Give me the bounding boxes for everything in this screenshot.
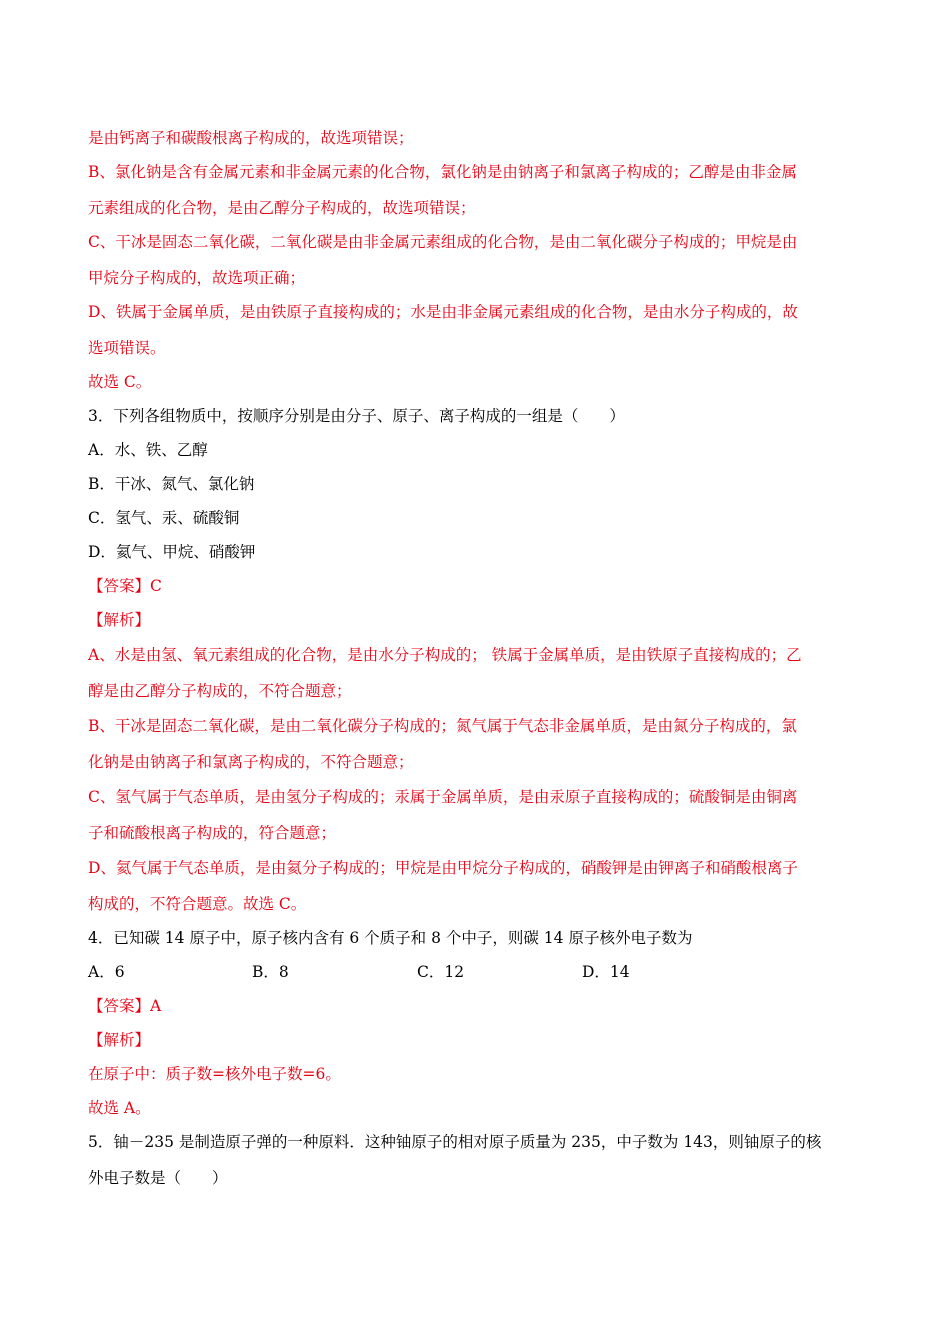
q3-analysis-a-line2: 醇是由乙醇分子构成的，不符合题意；: [88, 682, 352, 700]
q3-analysis-label: 【解析】: [88, 611, 151, 629]
q4-option-a: A．6: [88, 963, 125, 981]
q4-option-d: D．14: [582, 963, 630, 981]
q3-option-d: D．氦气、甲烷、硝酸钾: [88, 543, 256, 561]
q3-analysis-b-line1: B、干冰是固态二氧化碳，是由二氧化碳分子构成的；氮气属于气态非金属单质，是由氮分子构成的，氯: [88, 717, 797, 735]
q5-stem-line1: 5．铀－235 是制造原子弹的一种原料．这种铀原子的相对原子质量为 235，中子数为 143，则铀原子的核: [88, 1133, 822, 1151]
q5-stem-line2: 外电子数是（ ）: [88, 1169, 228, 1187]
q4-analysis-line1: 在原子中：质子数=核外电子数=6。: [88, 1065, 341, 1083]
q2-explanation-a-cont: 是由钙离子和碳酸根离子构成的，故选项错误；: [88, 129, 414, 147]
q3-stem: 3．下列各组物质中，按顺序分别是由分子、原子、离子构成的一组是（ ）: [88, 407, 625, 425]
q4-stem: 4．已知碳 14 原子中，原子核内含有 6 个质子和 8 个中子，则碳 14 原子核外电子数为: [88, 929, 693, 947]
q3-answer: 【答案】C: [88, 577, 162, 595]
q2-explanation-d-line1: D、铁属于金属单质，是由铁原子直接构成的；水是由非金属元素组成的化合物，是由水分子构成的，故: [88, 303, 798, 321]
q3-analysis-c-line2: 子和硫酸根离子构成的，符合题意；: [88, 824, 337, 842]
q2-explanation-b-line2: 元素组成的化合物，是由乙醇分子构成的，故选项错误；: [88, 199, 476, 217]
q2-explanation-c-line2: 甲烷分子构成的，故选项正确；: [88, 269, 306, 287]
q3-analysis-c-line1: C、氢气属于气态单质，是由氢分子构成的；汞属于金属单质，是由汞原子直接构成的；硫酸铜是由铜离: [88, 788, 798, 806]
q3-analysis-a-line1: A、水是由氢、氧元素组成的化合物，是由水分子构成的； 铁属于金属单质，是由铁原子直接构成的；乙: [88, 646, 802, 664]
q4-option-c: C．12: [417, 963, 465, 981]
q2-explanation-d-line2: 选项错误。: [88, 339, 166, 357]
q2-conclusion: 故选 C。: [88, 373, 152, 391]
q3-option-a: A．水、铁、乙醇: [88, 441, 208, 459]
q4-answer: 【答案】A: [88, 997, 162, 1015]
q4-analysis-label: 【解析】: [88, 1031, 151, 1049]
q4-option-b: B．8: [252, 963, 289, 981]
q3-analysis-d-line1: D、氦气属于气态单质，是由氦分子构成的；甲烷是由甲烷分子构成的，硝酸钾是由钾离子和硝酸根离子: [88, 859, 798, 877]
q4-conclusion: 故选 A。: [88, 1099, 151, 1117]
q3-option-c: C．氢气、汞、硫酸铜: [88, 509, 240, 527]
q2-explanation-b-line1: B、氯化钠是含有金属元素和非金属元素的化合物，氯化钠是由钠离子和氯离子构成的；乙醇是由非金属: [88, 163, 797, 181]
q3-analysis-b-line2: 化钠是由钠离子和氯离子构成的，不符合题意；: [88, 753, 414, 771]
q2-explanation-c-line1: C、干冰是固态二氧化碳，二氧化碳是由非金属元素组成的化合物，是由二氧化碳分子构成的；甲烷是由: [88, 233, 798, 251]
q3-analysis-d-line2: 构成的，不符合题意。故选 C。: [88, 895, 307, 913]
q3-option-b: B．干冰、氮气、氯化钠: [88, 475, 255, 493]
